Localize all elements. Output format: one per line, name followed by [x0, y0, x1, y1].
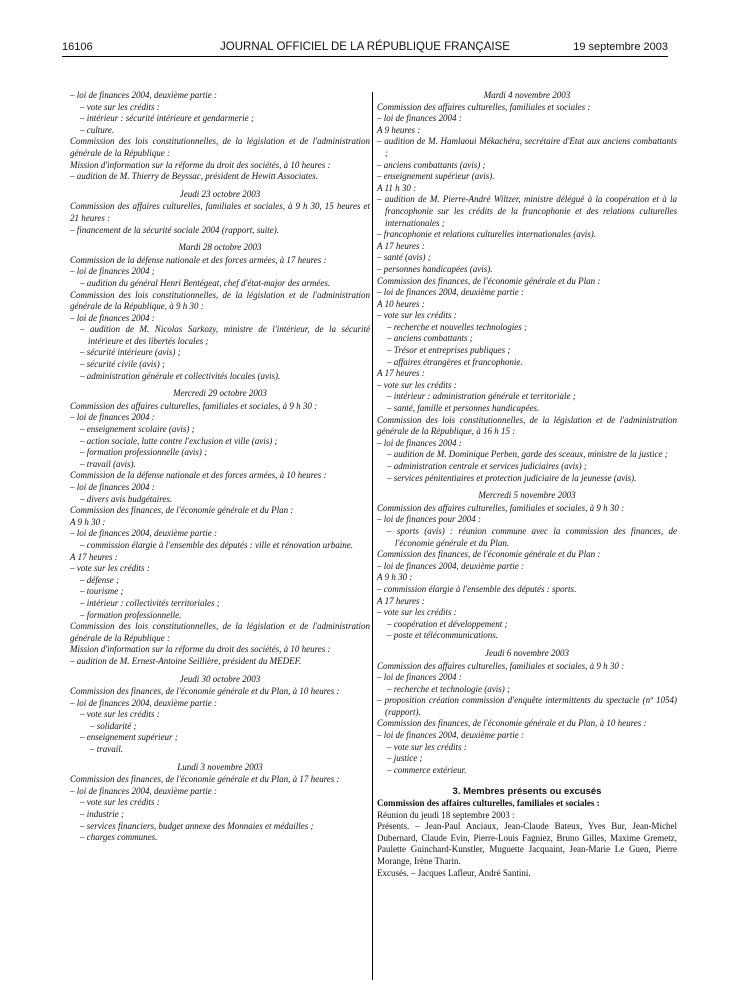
issue-date: 19 septembre 2003: [573, 41, 668, 53]
paragraph: – industrie ;: [80, 809, 124, 820]
paragraph: – financement de la sécurité sociale 2004 (rapport, suite).: [70, 224, 279, 235]
paragraph: Commission des affaires culturelles, familiales et sociales, à 9 h 30 :: [377, 502, 625, 513]
paragraph: – travail (avis).: [80, 458, 136, 469]
paragraph: Commission des finances, de l'économie générale et du Plan :: [377, 549, 601, 560]
paragraph: – vote sur les crédits :: [387, 741, 467, 752]
paragraph: Excusés. – Jacques Lafleur, André Santini.: [377, 867, 531, 878]
right-column: [377, 90, 677, 879]
date-heading: Jeudi 23 octobre 2003: [179, 188, 261, 199]
paragraph: – vote sur les crédits :: [377, 379, 457, 390]
paragraph: A 9 heures :: [377, 124, 421, 135]
paragraph: – vote sur les crédits :: [80, 709, 160, 720]
paragraph: Réunion du jeudi 18 septembre 2003 :: [377, 809, 515, 820]
paragraph: – audition de M. Hamlaoui Mékachéra, secrétaire d'Etat aux anciens combattants ;: [377, 136, 677, 158]
paragraph: – loi de finances 2004 :: [70, 482, 155, 492]
paragraph: – justice ;: [387, 753, 423, 764]
paragraph: – loi de finances 2004, deuxième partie :: [377, 560, 524, 571]
paragraph: Commission des finances, de l'économie générale et du Plan :: [377, 275, 601, 286]
date-heading: Jeudi 30 octobre 2003: [179, 673, 261, 684]
paragraph: – loi de finances 2004, deuxième partie :: [377, 730, 524, 741]
paragraph: – audition du général Henri Bentégeat, chef d'état-major des armées.: [80, 277, 331, 288]
paragraph: – commission élargie à l'ensemble des députés : ville et rénovation urbaine.: [80, 539, 354, 550]
paragraph: – vote sur les crédits :: [377, 310, 457, 321]
journal-title: JOURNAL OFFICIEL DE LA RÉPUBLIQUE FRANÇAISE: [220, 41, 510, 53]
paragraph: – charges communes.: [80, 832, 158, 843]
paragraph: – tourisme ;: [80, 586, 124, 597]
paragraph: – services financiers, budget annexe des Monnaies et médailles ;: [80, 820, 314, 831]
paragraph: – poste et télécommunications.: [387, 630, 498, 641]
paragraph: – administration centrale et services judiciaires (avis) ;: [387, 461, 587, 471]
paragraph: – anciens combattants (avis) ;: [377, 159, 486, 170]
paragraph: A 17 heures :: [70, 551, 118, 562]
paragraph: A 17 heures :: [377, 368, 425, 379]
paragraph: – sécurité intérieure (avis) ;: [80, 347, 181, 358]
paragraph: Présents. – Jean-Paul Anciaux, Jean-Claude Bateux, Yves Bur, Jean-Michel Dubernard, Claude Evin, Pierre-Louis Fagniez, Bruno Gilles, Maxime Gremetz, Paulette Guinchard-Kunstler, Muguette Jacquaint, Jean-Marie Le Guen, Pierre Morange, Irène Tharin.: [377, 821, 677, 866]
paragraph: – intérieur : sécurité intérieure et gendarmerie ;: [80, 113, 254, 124]
paragraph: Mardi 4 novembre 2003: [483, 90, 571, 100]
paragraph: A 11 h 30 :: [377, 182, 417, 193]
paragraph: – coopération et développement ;: [387, 618, 508, 629]
paragraph: Commission des finances, de l'économie générale et du Plan, à 17 heures :: [70, 774, 340, 785]
paragraph: – francophonie et relations culturelles internationales (avis).: [377, 229, 597, 240]
paragraph: – loi de finances 2004 :: [70, 312, 155, 323]
header-rule: [62, 56, 668, 57]
paragraph: – action sociale, lutte contre l'exclusion et ville (avis) ;: [80, 435, 278, 446]
paragraph: – enseignement supérieur ;: [80, 732, 178, 743]
page-header: [62, 40, 668, 56]
paragraph: A 10 heures :: [377, 298, 425, 309]
paragraph: – loi de finances pour 2004 :: [377, 514, 481, 525]
paragraph: – vote sur les crédits :: [80, 101, 160, 112]
paragraph: – sécurité civile (avis) ;: [80, 359, 165, 370]
date-heading: Mercredi 5 novembre 2003: [478, 490, 576, 501]
paragraph: – audition de M. Pierre-André Wiltzer, ministre délégué à la coopération et à la francophonie sur les crédits de la francophonie et des relations culturelles internationales ;: [377, 194, 677, 228]
paragraph: – divers avis budgétaires.: [80, 493, 173, 504]
paragraph: – loi de finances 2004, deuxième partie :: [70, 697, 217, 708]
paragraph: – commission élargie à l'ensemble des députés : sports.: [377, 583, 577, 594]
paragraph: – loi de finances 2004 ;: [70, 266, 155, 277]
paragraph: – intérieur : administration générale et territoriale ;: [387, 391, 576, 402]
paragraph: – loi de finances 2004, deuxième partie :: [70, 528, 217, 539]
paragraph: – commerce extérieur.: [387, 764, 467, 775]
paragraph: – loi de finances 2004, deuxième partie :: [70, 785, 217, 796]
paragraph: – Trésor et entreprises publiques ;: [387, 345, 511, 356]
paragraph: – loi de finances 2004 :: [377, 672, 462, 683]
paragraph: – loi de finances 2004, deuxième partie :: [377, 287, 524, 298]
page-number: 16106: [62, 41, 93, 53]
paragraph: – formation professionnelle (avis) ;: [80, 447, 208, 458]
paragraph: – solidarité ;: [90, 720, 137, 731]
paragraph: Commission des affaires culturelles, familiales et sociales, à 9 h 30, 15 heures et 21 heures :: [70, 201, 370, 223]
paragraph: – santé, famille et personnes handicapées.: [387, 403, 540, 414]
paragraph: – audition de M. Nicolas Sarkozy, ministre de l'intérieur, de la sécurité intérieure et des libertés locales ;: [80, 324, 370, 346]
paragraph: – services pénitentiaires et protection judiciaire de la jeunesse (avis).: [387, 472, 637, 483]
paragraph: Commission de la défense nationale et des forces armées, à 10 heures :: [70, 470, 327, 481]
paragraph: – vote sur les crédits :: [70, 563, 150, 574]
paragraph: Commission des lois constitutionnelles, de la législation et de l'administration générale de la République :: [70, 136, 370, 158]
paragraph: Commission des finances, de l'économie générale et du Plan, à 10 heures :: [377, 718, 647, 729]
paragraph: A 17 heures :: [377, 240, 425, 251]
paragraph: Commission des affaires culturelles, familiales et sociales, à 9 h 30 :: [377, 660, 625, 671]
paragraph: – loi de finances 2004 :: [70, 412, 155, 423]
paragraph: Commission des affaires culturelles, familiales et sociales :: [377, 798, 600, 809]
paragraph: Commission des finances, de l'économie générale et du Plan, à 10 heures :: [70, 686, 340, 697]
section-heading: 3. Membres présents ou excusés: [452, 786, 602, 798]
paragraph: – loi de finances 2004 :: [377, 113, 462, 124]
paragraph: – défense ;: [80, 574, 119, 585]
column-divider: [372, 92, 373, 980]
date-heading: Mercredi 29 octobre 2003: [173, 388, 267, 399]
paragraph: – enseignement supérieur (avis).: [377, 171, 495, 182]
paragraph: – loi de finances 2004, deuxième partie :: [70, 90, 217, 100]
paragraph: – vote sur les crédits :: [377, 607, 457, 618]
paragraph: – formation professionnelle.: [80, 609, 182, 620]
paragraph: – proposition création commission d'enquête intermittents du spectacle (nº 1054) (rapport).: [377, 695, 677, 717]
paragraph: Commission des lois constitutionnelles, de la législation et de l'administration générale de la République, à 9 h 30 :: [70, 289, 370, 312]
paragraph: – anciens combattants ;: [387, 333, 473, 344]
paragraph: A 9 h 30 :: [70, 516, 106, 527]
paragraph: – santé (avis) ;: [377, 252, 431, 263]
paragraph: Commission des lois constitutionnelles, de la législation et de l'administration générale de la République :: [70, 621, 370, 643]
paragraph: Commission des affaires culturelles, familiales et sociales :: [377, 101, 591, 112]
paragraph: – audition de M. Thierry de Beyssac, président de Hewitt Associates.: [70, 171, 319, 182]
paragraph: – travail.: [90, 744, 123, 755]
paragraph: Mission d'information sur la réforme du droit des sociétés, à 10 heures :: [70, 159, 331, 170]
paragraph: – recherche et nouvelles technologies ;: [387, 321, 528, 332]
paragraph: – vote sur les crédits :: [80, 797, 160, 808]
paragraph: – audition de M. Dominique Perben, garde des sceaux, ministre de la justice ;: [387, 449, 668, 460]
left-column: [70, 90, 370, 844]
paragraph: – administration générale et collectivités locales (avis).: [80, 370, 281, 381]
paragraph: A 17 heures :: [377, 595, 425, 606]
paragraph: Mission d'information sur la réforme du droit des sociétés, à 10 heures :: [70, 644, 331, 655]
paragraph: – recherche et technologie (avis) ;: [387, 683, 511, 694]
paragraph: – personnes handicapées (avis).: [377, 263, 493, 274]
paragraph: Commission des lois constitutionnelles, de la législation et de l'administration générale de la République, à 16 h 15 :: [377, 414, 677, 437]
paragraph: – culture.: [80, 124, 115, 135]
paragraph: – audition de M. Ernest-Antoine Seillière, président du MEDEF.: [70, 655, 302, 666]
paragraph: Commission de la défense nationale et des forces armées, à 17 heures :: [70, 254, 327, 265]
paragraph: A 9 h 30 :: [377, 572, 413, 583]
date-heading: Lundi 3 novembre 2003: [177, 761, 263, 772]
paragraph: – intérieur : collectivités territoriales ;: [80, 597, 220, 608]
paragraph: – enseignement scolaire (avis) ;: [80, 424, 195, 435]
date-heading: Mardi 28 octobre 2003: [178, 242, 262, 253]
paragraph: – sports (avis) : réunion commune avec la commission des finances, de l'économie générale et du Plan.: [387, 525, 677, 548]
date-heading: Jeudi 6 novembre 2003: [485, 647, 569, 658]
paragraph: – loi de finances 2004 :: [377, 437, 462, 448]
paragraph: Commission des finances, de l'économie générale et du Plan :: [70, 505, 294, 516]
paragraph: – affaires étrangères et francophonie.: [387, 356, 523, 367]
paragraph: Commission des affaires culturelles, familiales et sociales, à 9 h 30 :: [70, 400, 318, 411]
